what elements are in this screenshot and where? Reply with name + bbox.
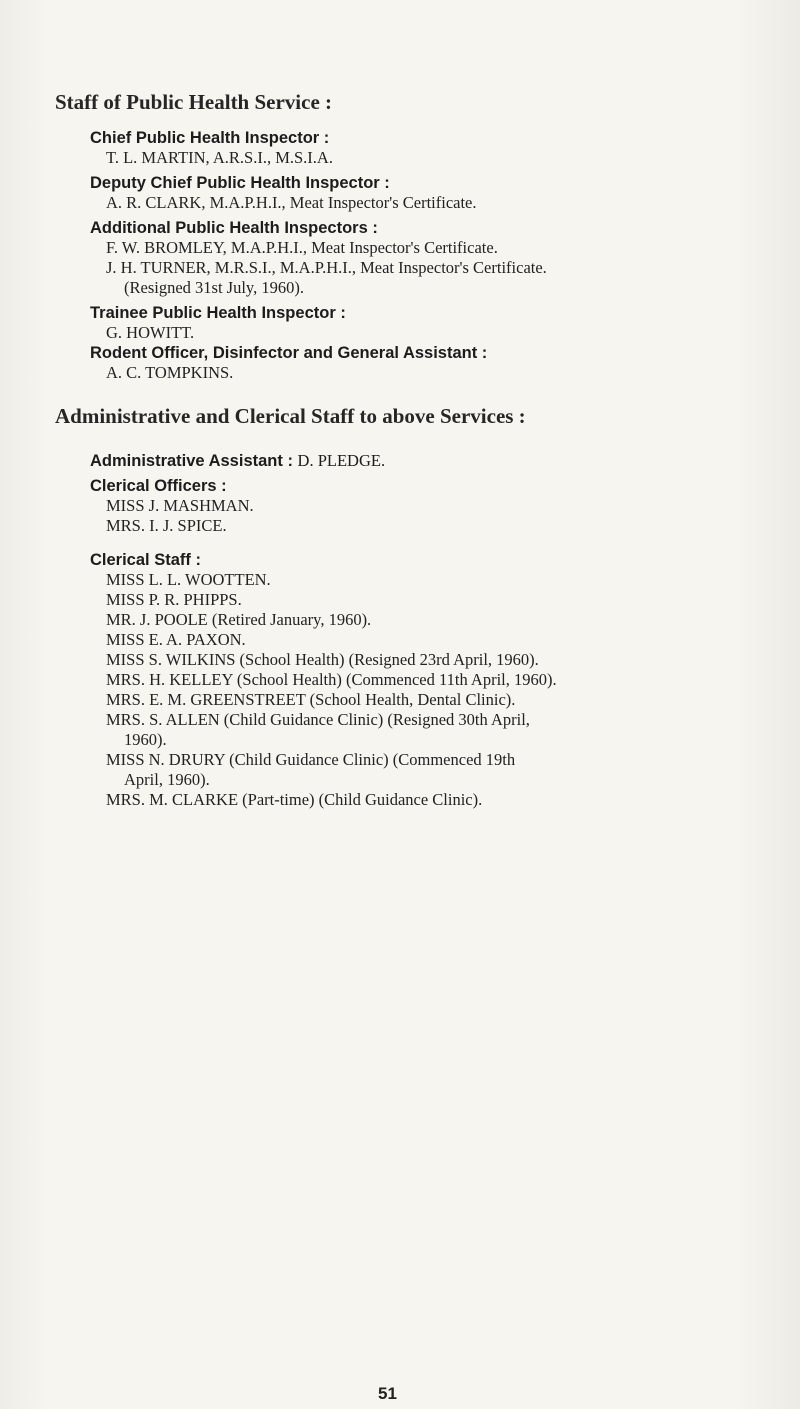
clerical-staff-3: MR. J. POOLE (Retired January, 1960). — [106, 610, 372, 629]
clerical-officer-1: MISS J. MASHMAN. — [106, 496, 254, 515]
clerical-staff-2: MISS P. R. PHIPPS. — [106, 590, 242, 609]
additional-inspector-2-note: (Resigned 31st July, 1960). — [124, 278, 304, 297]
chief-inspector-label: Chief Public Health Inspector : — [90, 129, 330, 147]
clerical-staff-5: MISS S. WILKINS (School Health) (Resigned 23rd April, 1960). — [106, 650, 539, 669]
public-health-staff-block — [90, 128, 790, 383]
clerical-staff-6: MRS. H. KELLEY (School Health) (Commenced 11th April, 1960). — [106, 670, 557, 689]
rodent-officer-label: Rodent Officer, Disinfector and General Assistant : — [90, 344, 488, 362]
admin-staff-block — [90, 451, 790, 810]
deputy-chief-name: A. R. CLARK, M.A.P.H.I., Meat Inspector's Certificate. — [106, 193, 477, 212]
clerical-staff-1: MISS L. L. WOOTTEN. — [106, 570, 271, 589]
clerical-staff-8: MRS. S. ALLEN (Child Guidance Clinic) (Resigned 30th April, — [106, 710, 530, 729]
section-heading-public-health: Staff of Public Health Service : — [55, 90, 333, 114]
clerical-staff-9: MISS N. DRURY (Child Guidance Clinic) (Commenced 19th — [106, 750, 516, 769]
clerical-staff-8-cont: 1960). — [124, 730, 167, 749]
chief-inspector-name: T. L. MARTIN, A.R.S.I., M.S.I.A. — [106, 148, 333, 167]
additional-inspector-2: J. H. TURNER, M.R.S.I., M.A.P.H.I., Meat Inspector's Certificate. — [106, 258, 547, 277]
additional-inspectors-label: Additional Public Health Inspectors : — [90, 219, 378, 237]
clerical-staff-label: Clerical Staff : — [90, 551, 201, 569]
clerical-staff-4: MISS E. A. PAXON. — [106, 630, 246, 649]
trainee-inspector-label: Trainee Public Health Inspector : — [90, 304, 346, 322]
deputy-chief-label: Deputy Chief Public Health Inspector : — [90, 174, 390, 192]
rodent-officer-name: A. C. TOMPKINS. — [106, 363, 234, 382]
section-heading-admin: Administrative and Clerical Staff to above Services : — [55, 404, 526, 428]
clerical-staff-9-cont: April, 1960). — [124, 770, 210, 789]
admin-assistant-label: Administrative Assistant : — [90, 452, 293, 470]
additional-inspector-1: F. W. BROMLEY, M.A.P.H.I., Meat Inspector's Certificate. — [106, 238, 498, 257]
clerical-officers-label: Clerical Officers : — [90, 477, 227, 495]
admin-assistant-name: D. PLEDGE. — [297, 451, 386, 470]
clerical-officer-2: MRS. I. J. SPICE. — [106, 516, 227, 535]
admin-assistant-row — [90, 451, 790, 471]
clerical-staff-10: MRS. M. CLARKE (Part-time) (Child Guidance Clinic). — [106, 790, 483, 809]
page-number: 51 — [378, 1384, 397, 1403]
clerical-staff-7: MRS. E. M. GREENSTREET (School Health, Dental Clinic). — [106, 690, 516, 709]
trainee-inspector-name: G. HOWITT. — [106, 323, 195, 342]
